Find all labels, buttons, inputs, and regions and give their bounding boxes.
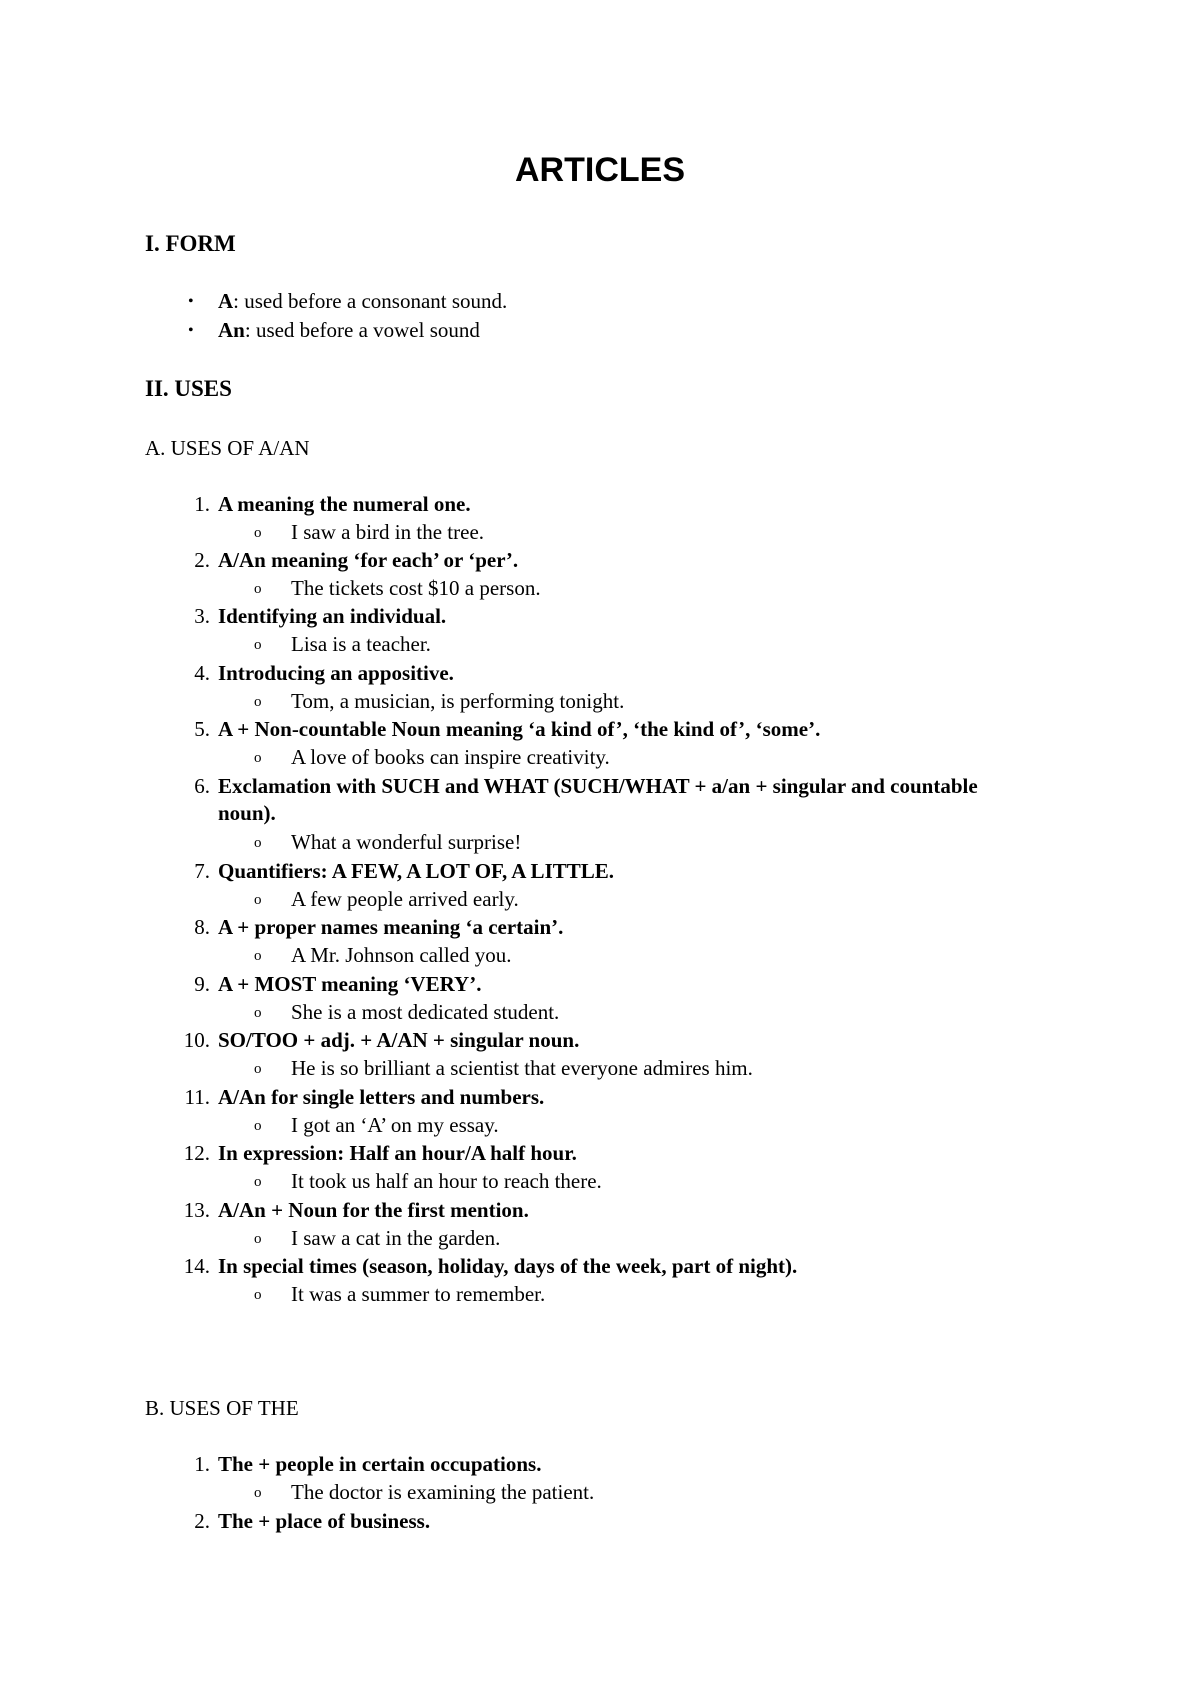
section-a-heading: A. USES OF A/AN bbox=[145, 436, 310, 460]
example-text: It took us half an hour to reach there. bbox=[291, 1169, 602, 1193]
form-term: A bbox=[218, 289, 234, 313]
bullet-icon: • bbox=[188, 293, 194, 310]
sub-bullet-icon: o bbox=[254, 525, 262, 541]
example-text: A love of books can inspire creativity. bbox=[291, 745, 610, 769]
list-number: 14. bbox=[183, 1254, 210, 1278]
list-number: 5. bbox=[194, 717, 210, 741]
example-text: A Mr. Johnson called you. bbox=[291, 943, 512, 967]
list-number: 3. bbox=[194, 604, 210, 628]
example-text: Lisa is a teacher. bbox=[291, 632, 431, 656]
rule-text: A meaning the numeral one. bbox=[218, 492, 471, 516]
rule-text: The + people in certain occupations. bbox=[218, 1452, 542, 1476]
section-b-heading: B. USES OF THE bbox=[145, 1396, 299, 1420]
sub-bullet-icon: o bbox=[254, 637, 262, 653]
rule-text: Exclamation with SUCH and WHAT (SUCH/WHAT + a/an + singular and countable noun). bbox=[218, 774, 978, 825]
sub-bullet-icon: o bbox=[254, 1287, 262, 1303]
list-number: 12. bbox=[183, 1141, 210, 1165]
example-text: I got an ‘A’ on my essay. bbox=[291, 1113, 499, 1137]
rule-text: A + proper names meaning ‘a certain’. bbox=[218, 915, 564, 939]
sub-bullet-icon: o bbox=[254, 1231, 262, 1247]
sub-bullet-icon: o bbox=[254, 1061, 262, 1077]
sub-bullet-icon: o bbox=[254, 694, 262, 710]
list-number: 11. bbox=[184, 1085, 210, 1109]
uses-heading: II. USES bbox=[145, 376, 232, 401]
sub-bullet-icon: o bbox=[254, 948, 262, 964]
rule-text: SO/TOO + adj. + A/AN + singular noun. bbox=[218, 1028, 580, 1052]
example-text: What a wonderful surprise! bbox=[291, 830, 522, 854]
form-term: An bbox=[218, 318, 245, 342]
rule-text: A/An for single letters and numbers. bbox=[218, 1085, 545, 1109]
form-desc: : used before a consonant sound. bbox=[233, 289, 508, 313]
rule-text: A/An + Noun for the first mention. bbox=[218, 1198, 529, 1222]
sub-bullet-icon: o bbox=[254, 581, 262, 597]
list-number: 6. bbox=[194, 774, 210, 798]
rule-text: A/An meaning ‘for each’ or ‘per’. bbox=[218, 548, 519, 572]
rule-text: Introducing an appositive. bbox=[218, 661, 454, 685]
rule-text: A + MOST meaning ‘VERY’. bbox=[218, 972, 482, 996]
form-desc: : used before a vowel sound bbox=[244, 318, 480, 342]
list-number: 1. bbox=[194, 492, 210, 516]
form-bullet-a bbox=[188, 288, 507, 315]
rule-text: In special times (season, holiday, days of the week, part of night). bbox=[218, 1254, 798, 1278]
page-title: ARTICLES bbox=[515, 151, 685, 189]
list-number: 1. bbox=[194, 1452, 210, 1476]
example-text: It was a summer to remember. bbox=[291, 1282, 546, 1306]
rule-text: Quantifiers: A FEW, A LOT OF, A LITTLE. bbox=[218, 859, 615, 883]
list-number: 9. bbox=[194, 972, 210, 996]
rule-text: Identifying an individual. bbox=[218, 604, 447, 628]
rule-text: A + Non-countable Noun meaning ‘a kind of’, ‘the kind of’, ‘some’. bbox=[218, 717, 821, 741]
sub-bullet-icon: o bbox=[254, 1118, 262, 1134]
example-text: He is so brilliant a scientist that everyone admires him. bbox=[291, 1056, 753, 1080]
list-number: 2. bbox=[194, 1509, 210, 1533]
list-number: 4. bbox=[194, 661, 210, 685]
example-text: Tom, a musician, is performing tonight. bbox=[291, 689, 625, 713]
example-text: I saw a cat in the garden. bbox=[291, 1226, 501, 1250]
example-text: She is a most dedicated student. bbox=[291, 1000, 560, 1024]
example-text: The doctor is examining the patient. bbox=[291, 1480, 595, 1504]
rule-text: In expression: Half an hour/A half hour. bbox=[218, 1141, 577, 1165]
sub-bullet-icon: o bbox=[254, 835, 262, 851]
list-number: 13. bbox=[183, 1198, 210, 1222]
form-bullet-an bbox=[188, 317, 480, 344]
example-text: I saw a bird in the tree. bbox=[291, 520, 485, 544]
sub-bullet-icon: o bbox=[254, 1174, 262, 1190]
sub-bullet-icon: o bbox=[254, 750, 262, 766]
sub-bullet-icon: o bbox=[254, 1005, 262, 1021]
rule-text: The + place of business. bbox=[218, 1509, 431, 1533]
example-text: A few people arrived early. bbox=[291, 887, 519, 911]
example-text: The tickets cost $10 a person. bbox=[291, 576, 541, 600]
list-number: 2. bbox=[194, 548, 210, 572]
form-heading: I. FORM bbox=[145, 231, 236, 256]
sub-bullet-icon: o bbox=[254, 892, 262, 908]
list-number: 8. bbox=[194, 915, 210, 939]
bullet-icon: • bbox=[188, 322, 194, 339]
sub-bullet-icon: o bbox=[254, 1485, 262, 1501]
list-number: 7. bbox=[194, 859, 210, 883]
list-number: 10. bbox=[183, 1028, 210, 1052]
